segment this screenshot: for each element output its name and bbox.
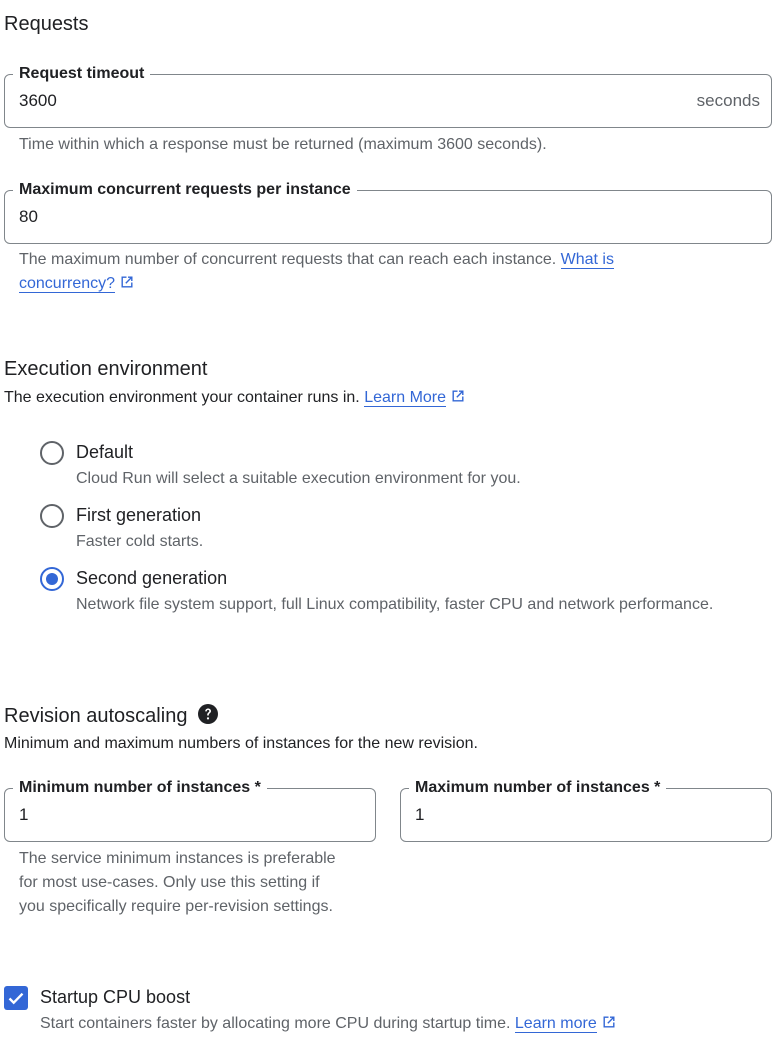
open-in-new-icon[interactable] xyxy=(601,1014,617,1030)
execution-environment-description xyxy=(4,387,466,409)
max-concurrency-field[interactable] xyxy=(4,181,772,244)
radio-second-generation-label[interactable]: Second generation xyxy=(76,568,228,588)
execution-environment-title: Execution environment xyxy=(4,358,208,380)
what-is-concurrency-link-a[interactable]: What is xyxy=(560,251,614,268)
execution-environment-text: The execution environment your container runs in. xyxy=(4,389,360,406)
revision-autoscaling-title-text: Revision autoscaling xyxy=(4,705,188,727)
min-instances-label: Minimum number of instances * xyxy=(13,777,267,799)
startup-cpu-boost-description xyxy=(40,1012,617,1036)
request-timeout-label: Request timeout xyxy=(13,63,150,85)
help-icon[interactable] xyxy=(197,703,219,725)
radio-first-generation-label[interactable]: First generation xyxy=(76,505,202,525)
request-timeout-hint: Time within which a response must be returned (maximum 3600 seconds). xyxy=(19,136,547,153)
radio-default[interactable] xyxy=(40,441,64,465)
max-concurrency-hint-line1 xyxy=(19,248,614,272)
request-timeout-suffix: seconds xyxy=(696,91,760,110)
radio-first-generation[interactable] xyxy=(40,504,64,528)
min-instances-hint: The service minimum instances is preferable for most use-cases. Only use this setting if you specifically require per-revision settings. xyxy=(19,850,336,915)
radio-second-generation-description: Network file system support, full Linux compatibility, faster CPU and network performance. xyxy=(76,596,714,613)
max-concurrency-label: Maximum concurrent requests per instance xyxy=(13,179,357,201)
max-concurrency-hint-text: The maximum number of concurrent requests that can reach each instance. xyxy=(19,251,557,268)
max-instances-input[interactable]: 1 xyxy=(415,805,425,824)
max-concurrency-hint-line2 xyxy=(19,272,135,296)
startup-cpu-boost-text: Start containers faster by allocating more CPU during startup time. xyxy=(40,1015,511,1032)
radio-default-description: Cloud Run will select a suitable execution environment for you. xyxy=(76,470,521,487)
startup-cpu-boost-checkbox[interactable] xyxy=(4,986,28,1010)
revision-autoscaling-title xyxy=(4,703,219,728)
startup-cpu-boost-label[interactable]: Startup CPU boost xyxy=(40,987,191,1007)
radio-first-generation-description: Faster cold starts. xyxy=(76,533,204,550)
execution-learn-more-link[interactable]: Learn More xyxy=(364,389,447,406)
request-timeout-input[interactable]: 3600 xyxy=(19,91,57,110)
checkmark-icon xyxy=(4,986,28,1010)
revision-autoscaling-description: Minimum and maximum numbers of instances for the new revision. xyxy=(4,735,478,752)
request-timeout-field[interactable] xyxy=(4,65,772,128)
open-in-new-icon[interactable] xyxy=(450,388,466,404)
max-instances-label: Maximum number of instances * xyxy=(409,777,666,799)
min-instances-field[interactable] xyxy=(4,779,376,842)
max-concurrency-input[interactable]: 80 xyxy=(19,207,38,226)
startup-learn-more-link[interactable]: Learn more xyxy=(514,1015,597,1032)
max-instances-field[interactable] xyxy=(400,779,772,842)
open-in-new-icon[interactable] xyxy=(119,274,135,290)
min-instances-input[interactable]: 1 xyxy=(19,805,29,824)
radio-second-generation[interactable] xyxy=(40,567,64,591)
what-is-concurrency-link-b[interactable]: concurrency? xyxy=(19,275,116,292)
requests-title: Requests xyxy=(4,13,89,35)
radio-default-label[interactable]: Default xyxy=(76,442,134,462)
